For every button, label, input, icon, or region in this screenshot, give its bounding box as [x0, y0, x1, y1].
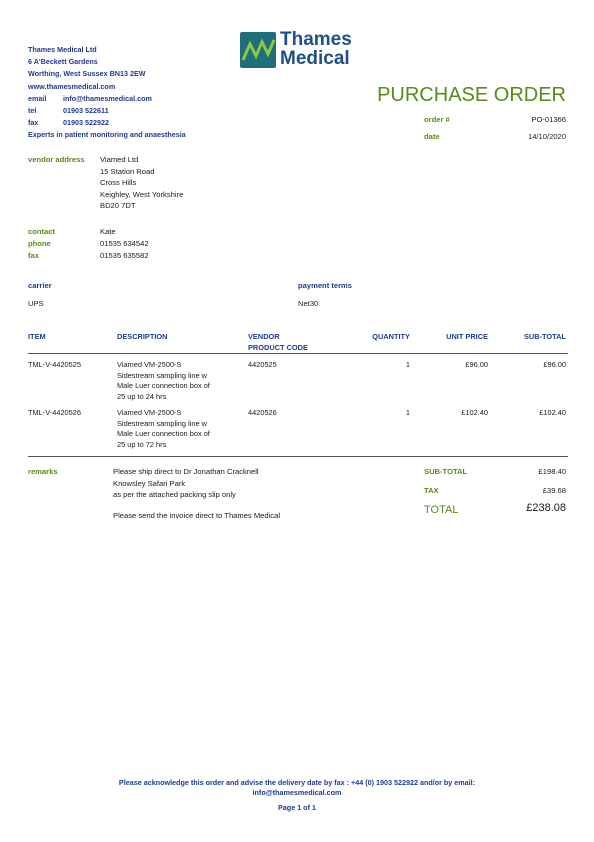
vendor-contact: Kate — [100, 227, 116, 236]
vendor-phone: 01535 634542 — [100, 239, 149, 248]
remarks-text — [113, 466, 259, 501]
row1-subtotal: £96.00 — [543, 360, 566, 369]
company-name: Thames Medical Ltd — [28, 45, 97, 54]
footer-acknowledge: Please acknowledge this order and advise the delivery date by fax : +44 (0) 1903 522922 and/or by email: — [118, 778, 476, 787]
company-tagline: Experts in patient monitoring and anaesthesia — [28, 130, 186, 140]
company-tel: 01903 522611 — [63, 106, 109, 116]
footer-email[interactable]: info@thamesmedical.com — [252, 788, 342, 797]
order-number-label: order # — [424, 115, 450, 124]
row1-item: TML-V-4420525 — [28, 360, 81, 369]
remarks-label: remarks — [28, 467, 58, 476]
remarks-line: as per the attached packing slip only — [113, 490, 236, 499]
tel-label: tel — [28, 106, 37, 116]
logo-text-medical: Medical — [280, 48, 350, 69]
row2-unit-price: £102.40 — [461, 408, 488, 417]
carrier-label: carrier — [28, 281, 52, 290]
payment-terms-label: payment terms — [298, 281, 353, 290]
vendor-fax-label: fax — [28, 251, 39, 260]
tax-value: £39.68 — [542, 486, 566, 495]
col-quantity: QUANTITY — [372, 332, 410, 341]
desc-line: Sidestream sampling line w — [117, 370, 207, 380]
row1-code: 4420525 — [248, 360, 277, 369]
company-website[interactable]: www.thamesmedical.com — [28, 81, 116, 91]
col-unit-price: UNIT PRICE — [446, 332, 488, 341]
logo-text-thames: Thames — [280, 29, 352, 50]
row1-unit-price: £96.00 — [465, 360, 488, 369]
payment-terms-value: Net30 — [298, 299, 319, 308]
company-block — [28, 44, 186, 142]
total-value: £238.08 — [526, 502, 566, 514]
vendor-fax: 01535 635582 — [100, 251, 149, 260]
vendor-line: Viamed Ltd — [100, 155, 139, 164]
table-footer-divider — [28, 456, 568, 457]
company-email[interactable]: info@thamesmedical.com — [63, 93, 152, 103]
desc-line: Viamed VM-2500-S — [117, 408, 182, 417]
col-item: ITEM — [28, 332, 46, 341]
carrier-value: UPS — [28, 299, 44, 308]
col-vendor-code — [248, 332, 308, 353]
desc-line: Male Luer connection box of — [117, 429, 210, 439]
vendor-line: BD20 7DT — [100, 201, 136, 210]
company-fax: 01903 522922 — [63, 118, 109, 128]
fax-label: fax — [28, 118, 39, 128]
phone-label: phone — [28, 239, 51, 248]
subtotal-value: £198.40 — [538, 467, 566, 476]
contact-label: contact — [28, 227, 56, 236]
col-subtotal: SUB-TOTAL — [523, 332, 566, 341]
row2-item: TML-V-4420526 — [28, 408, 81, 417]
row1-qty: 1 — [405, 360, 410, 369]
remarks-line: Please ship direct to Dr Jonathan Cracknell — [113, 467, 259, 476]
subtotal-label: SUB-TOTAL — [424, 467, 468, 476]
footer — [0, 778, 594, 813]
desc-line: Sidestream sampling line w — [117, 418, 207, 428]
invoice-note: Please send the invoice direct to Thames Medical — [113, 511, 281, 520]
company-logo — [240, 30, 365, 70]
vendor-address-label: vendor address — [28, 155, 85, 164]
email-label: email — [28, 93, 47, 103]
table-header-divider — [28, 353, 568, 354]
vendor-address — [100, 154, 183, 212]
company-address-2: Worthing, West Sussex BN13 2EW — [28, 69, 146, 79]
tax-label: TAX — [424, 486, 439, 495]
desc-line: 25 up to 72 hrs — [117, 439, 167, 449]
order-number: PO-01366 — [531, 115, 566, 124]
company-address-1: 6 A'Beckett Gardens — [28, 57, 98, 67]
logo-mark-icon — [240, 32, 276, 68]
row2-subtotal: £102.40 — [539, 408, 566, 417]
desc-line: Viamed VM-2500-S — [117, 360, 182, 369]
total-label: TOTAL — [424, 504, 459, 516]
vendor-line: Cross Hills — [100, 178, 137, 187]
page-number: Page 1 of 1 — [278, 803, 316, 812]
row1-description — [117, 360, 210, 402]
vendor-line: 15 Station Road — [100, 166, 155, 176]
col-description: DESCRIPTION — [117, 332, 168, 341]
order-date: 14/10/2020 — [527, 132, 566, 141]
row2-description — [117, 408, 210, 450]
date-label: date — [424, 132, 440, 141]
row2-code: 4420526 — [248, 408, 277, 417]
remarks-line: Knowsley Safari Park — [113, 478, 186, 488]
col-vendor-code-line1: VENDOR — [248, 332, 280, 341]
page-title: PURCHASE ORDER — [377, 84, 566, 106]
col-vendor-code-line2: PRODUCT CODE — [248, 342, 308, 352]
vendor-line: Keighley, West Yorkshire — [100, 189, 184, 199]
desc-line: Male Luer connection box of — [117, 381, 210, 391]
row2-qty: 1 — [405, 408, 410, 417]
desc-line: 25 up to 24 hrs — [117, 391, 167, 401]
